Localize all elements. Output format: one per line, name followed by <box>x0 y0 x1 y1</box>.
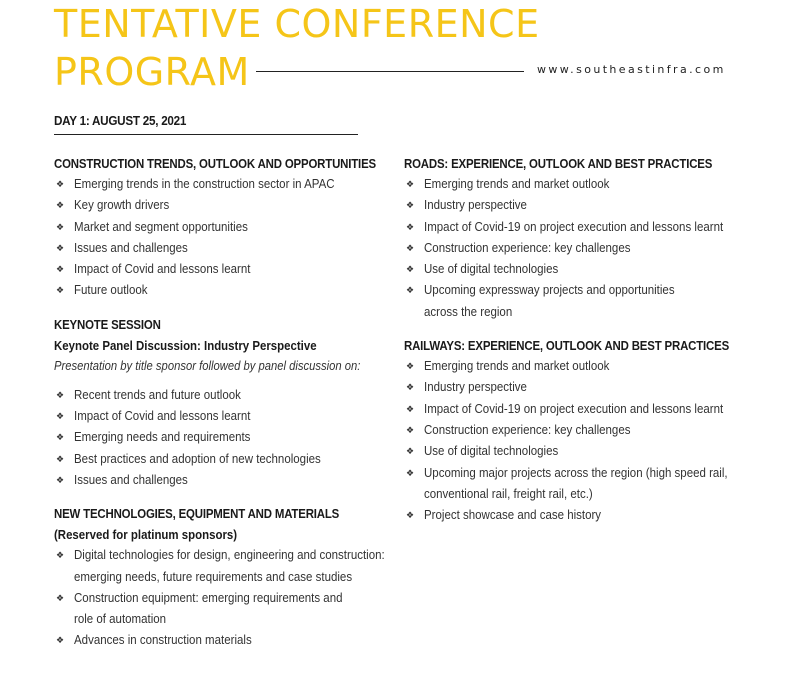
topic-list <box>404 174 744 323</box>
list-item <box>54 217 394 238</box>
topic-list <box>54 545 394 651</box>
diamond-bullet-icon: ❖ <box>406 200 415 211</box>
list-item-text: Best practices and adoption of new technologies <box>74 451 321 466</box>
list-item <box>404 174 744 195</box>
list-item <box>54 545 394 588</box>
diamond-bullet-icon: ❖ <box>406 179 415 189</box>
list-item-text: Emerging trends and market outlook <box>424 359 610 374</box>
program-section <box>404 153 744 323</box>
list-item-text: Future outlook <box>74 283 148 298</box>
program-section <box>54 503 394 651</box>
title-divider <box>256 71 524 72</box>
program-section <box>54 153 394 302</box>
list-item <box>54 449 394 470</box>
page-title-line2: PROGRAM <box>54 50 250 94</box>
list-item-text: Construction experience: key challenges <box>424 422 631 437</box>
list-item-text: Industry perspective <box>424 380 527 395</box>
section-subtitle: (Reserved for platinum sponsors) <box>54 527 238 543</box>
list-item <box>54 385 394 406</box>
diamond-bullet-icon: ❖ <box>56 474 65 485</box>
list-item-text: Upcoming expressway projects and opportunities <box>424 283 675 298</box>
diamond-bullet-icon: ❖ <box>56 592 65 603</box>
section-title: NEW TECHNOLOGIES, EQUIPMENT AND MATERIALS <box>54 506 340 522</box>
section-subtitle: Keynote Panel Discussion: Industry Perspective <box>54 337 317 353</box>
list-item-text: Upcoming major projects across the region (high speed rail, <box>424 465 728 480</box>
list-item <box>54 588 394 631</box>
section-title: ROADS: EXPERIENCE, OUTLOOK AND BEST PRACTICES <box>404 156 713 171</box>
list-item <box>54 406 394 427</box>
list-item <box>404 217 744 238</box>
list-item <box>54 259 394 280</box>
list-item <box>404 463 744 506</box>
list-item-text: Use of digital technologies <box>424 262 559 277</box>
list-item <box>54 427 394 448</box>
list-item-text: Emerging trends and market outlook <box>424 177 610 191</box>
list-item-text: Project showcase and case history <box>424 508 602 523</box>
topic-list <box>54 174 394 302</box>
diamond-bullet-icon: ❖ <box>56 285 65 296</box>
list-item-text: Advances in construction materials <box>74 633 252 648</box>
diamond-bullet-icon: ❖ <box>56 200 65 211</box>
diamond-bullet-icon: ❖ <box>406 221 415 232</box>
list-item-text: Market and segment opportunities <box>74 219 248 234</box>
list-item <box>404 356 744 377</box>
list-item-text: Issues and challenges <box>74 240 188 255</box>
diamond-bullet-icon: ❖ <box>406 264 415 275</box>
list-item-text: role of automation <box>74 612 167 627</box>
diamond-bullet-icon: ❖ <box>406 285 415 296</box>
list-item <box>404 377 744 398</box>
list-item-text: Construction experience: key challenges <box>424 240 631 255</box>
list-item-text: across the region <box>424 304 513 319</box>
list-item <box>54 470 394 491</box>
list-item-text: Key growth drivers <box>74 198 170 213</box>
list-item <box>404 280 744 323</box>
list-item <box>54 195 394 216</box>
section-title: CONSTRUCTION TRENDS, OUTLOOK AND OPPORTUNITIES <box>54 156 376 171</box>
section-note: Presentation by title sponsor followed by panel discussion on: <box>54 358 361 373</box>
list-item-text: Issues and challenges <box>74 472 188 487</box>
list-item-text: Industry perspective <box>424 198 527 213</box>
diamond-bullet-icon: ❖ <box>406 467 415 478</box>
diamond-bullet-icon: ❖ <box>406 510 415 521</box>
diamond-bullet-icon: ❖ <box>56 411 65 422</box>
list-item-text: Use of digital technologies <box>424 444 559 459</box>
list-item-text: conventional rail, freight rail, etc.) <box>424 486 593 501</box>
list-item-text: Emerging trends in the construction sector in APAC <box>74 177 335 191</box>
list-item <box>54 174 394 195</box>
list-item-text: Construction equipment: emerging requirements and <box>74 590 343 605</box>
list-item <box>404 505 744 526</box>
right-column <box>404 153 744 538</box>
page-title <box>54 0 540 96</box>
list-item <box>404 399 744 420</box>
list-item <box>404 238 744 259</box>
list-item <box>54 238 394 259</box>
program-section <box>404 335 744 526</box>
diamond-bullet-icon: ❖ <box>56 179 65 189</box>
list-item <box>404 259 744 280</box>
section-title: KEYNOTE SESSION <box>54 316 161 332</box>
day-heading: DAY 1: AUGUST 25, 2021 <box>54 113 187 128</box>
list-item-text: Impact of Covid and lessons learnt <box>74 409 251 424</box>
list-item <box>54 280 394 301</box>
list-item-text: Recent trends and future outlook <box>74 387 241 402</box>
left-column <box>54 153 394 664</box>
list-item <box>404 441 744 462</box>
program-section <box>54 314 394 491</box>
day-divider <box>54 134 358 135</box>
list-item-text: emerging needs, future requirements and case studies <box>74 569 353 584</box>
topic-list <box>404 356 744 526</box>
list-item-text: Emerging needs and requirements <box>74 430 251 445</box>
list-item-text: Impact of Covid-19 on project execution and lessons learnt <box>424 219 724 234</box>
diamond-bullet-icon: ❖ <box>406 361 415 372</box>
diamond-bullet-icon: ❖ <box>56 432 65 443</box>
page-title-line1: TENTATIVE CONFERENCE <box>54 2 540 46</box>
list-item-text: Impact of Covid and lessons learnt <box>74 262 251 277</box>
diamond-bullet-icon: ❖ <box>56 242 65 253</box>
diamond-bullet-icon: ❖ <box>56 221 65 232</box>
section-title: RAILWAYS: EXPERIENCE, OUTLOOK AND BEST PRACTICES <box>404 338 730 354</box>
diamond-bullet-icon: ❖ <box>56 389 65 400</box>
list-item <box>404 420 744 441</box>
website-link[interactable]: www.southeastinfra.com <box>537 63 726 76</box>
topic-list <box>54 385 394 491</box>
diamond-bullet-icon: ❖ <box>406 382 415 393</box>
list-item <box>54 630 394 651</box>
diamond-bullet-icon: ❖ <box>406 446 415 457</box>
diamond-bullet-icon: ❖ <box>56 635 65 646</box>
diamond-bullet-icon: ❖ <box>56 453 65 464</box>
list-item-text: Digital technologies for design, engineering and construction: <box>74 548 385 563</box>
diamond-bullet-icon: ❖ <box>56 264 65 275</box>
diamond-bullet-icon: ❖ <box>406 242 415 253</box>
diamond-bullet-icon: ❖ <box>56 550 65 561</box>
diamond-bullet-icon: ❖ <box>406 403 415 414</box>
list-item-text: Impact of Covid-19 on project execution and lessons learnt <box>424 401 724 416</box>
list-item <box>404 195 744 216</box>
diamond-bullet-icon: ❖ <box>406 424 415 435</box>
